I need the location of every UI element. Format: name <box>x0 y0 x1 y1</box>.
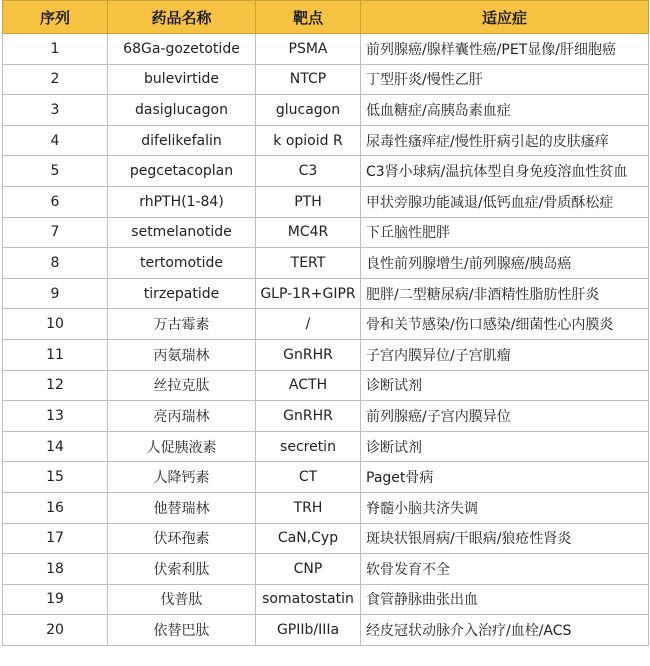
drug-table <box>2 0 649 646</box>
cell-indication: 软骨发育不全 <box>361 554 649 585</box>
cell-serial: 20 <box>3 615 108 646</box>
cell-drug-name: dasiglucagon <box>108 95 256 126</box>
cell-drug-name: bulevirtide <box>108 64 256 95</box>
table-row <box>3 584 649 615</box>
cell-serial: 17 <box>3 523 108 554</box>
cell-target: secretin <box>256 431 361 462</box>
cell-target: CT <box>256 462 361 493</box>
cell-drug-name: tertomotide <box>108 248 256 279</box>
cell-drug-name: 亮丙瑞林 <box>108 401 256 432</box>
cell-drug-name: 依替巴肽 <box>108 615 256 646</box>
cell-target: GnRHR <box>256 339 361 370</box>
table-row <box>3 248 649 279</box>
table-row <box>3 401 649 432</box>
cell-indication: 子宫内膜异位/子宫肌瘤 <box>361 339 649 370</box>
cell-indication: 肥胖/二型糖尿病/非酒精性脂肪性肝炎 <box>361 278 649 309</box>
cell-serial: 10 <box>3 309 108 340</box>
cell-serial: 15 <box>3 462 108 493</box>
cell-target: GLP-1R+GIPR <box>256 278 361 309</box>
cell-drug-name: 68Ga-gozetotide <box>108 34 256 65</box>
cell-indication: C3肾小球病/温抗体型自身免疫溶血性贫血 <box>361 156 649 187</box>
table-header <box>3 1 649 34</box>
cell-serial: 19 <box>3 584 108 615</box>
cell-drug-name: pegcetacoplan <box>108 156 256 187</box>
cell-drug-name: 他替瑞林 <box>108 492 256 523</box>
cell-drug-name: 万古霉素 <box>108 309 256 340</box>
cell-indication: 诊断试剂 <box>361 370 649 401</box>
cell-target: MC4R <box>256 217 361 248</box>
table-row <box>3 186 649 217</box>
cell-drug-name: 人促胰液素 <box>108 431 256 462</box>
cell-serial: 3 <box>3 95 108 126</box>
cell-target: TERT <box>256 248 361 279</box>
header-indication: 适应症 <box>361 1 649 34</box>
cell-target: NTCP <box>256 64 361 95</box>
cell-indication: 骨和关节感染/伤口感染/细菌性心内膜炎 <box>361 309 649 340</box>
table-row <box>3 615 649 646</box>
header-serial: 序列 <box>3 1 108 34</box>
table-row <box>3 370 649 401</box>
header-target: 靶点 <box>256 1 361 34</box>
cell-target: GPIIb/IIIa <box>256 615 361 646</box>
cell-indication: 斑块状银屑病/干眼病/狼疮性肾炎 <box>361 523 649 554</box>
cell-serial: 16 <box>3 492 108 523</box>
cell-target: TRH <box>256 492 361 523</box>
cell-serial: 4 <box>3 125 108 156</box>
table-row <box>3 339 649 370</box>
cell-indication: 良性前列腺增生/前列腺癌/胰岛癌 <box>361 248 649 279</box>
table-row <box>3 554 649 585</box>
table-row <box>3 156 649 187</box>
cell-target: glucagon <box>256 95 361 126</box>
cell-indication: 脊髓小脑共济失调 <box>361 492 649 523</box>
cell-indication: 甲状旁腺功能减退/低钙血症/骨质酥松症 <box>361 186 649 217</box>
cell-serial: 2 <box>3 64 108 95</box>
table-row <box>3 431 649 462</box>
table-row <box>3 64 649 95</box>
cell-serial: 1 <box>3 34 108 65</box>
cell-drug-name: setmelanotide <box>108 217 256 248</box>
cell-drug-name: 人降钙素 <box>108 462 256 493</box>
cell-target: ACTH <box>256 370 361 401</box>
cell-indication: 下丘脑性肥胖 <box>361 217 649 248</box>
cell-target: CNP <box>256 554 361 585</box>
cell-serial: 8 <box>3 248 108 279</box>
cell-target: PSMA <box>256 34 361 65</box>
table-row <box>3 309 649 340</box>
table-row <box>3 492 649 523</box>
cell-drug-name: tirzepatide <box>108 278 256 309</box>
cell-indication: Paget骨病 <box>361 462 649 493</box>
table-row <box>3 34 649 65</box>
cell-serial: 18 <box>3 554 108 585</box>
cell-indication: 尿毒性瘙痒症/慢性肝病引起的皮肤瘙痒 <box>361 125 649 156</box>
cell-drug-name: 丝拉克肽 <box>108 370 256 401</box>
cell-drug-name: difelikefalin <box>108 125 256 156</box>
table-row <box>3 125 649 156</box>
table-row <box>3 462 649 493</box>
cell-serial: 6 <box>3 186 108 217</box>
cell-indication: 诊断试剂 <box>361 431 649 462</box>
cell-serial: 11 <box>3 339 108 370</box>
cell-target: GnRHR <box>256 401 361 432</box>
header-row <box>3 1 649 34</box>
cell-indication: 低血糖症/高胰岛素血症 <box>361 95 649 126</box>
cell-target: PTH <box>256 186 361 217</box>
cell-target: k opioid R <box>256 125 361 156</box>
table-body <box>3 34 649 646</box>
cell-drug-name: 伏索利肽 <box>108 554 256 585</box>
cell-indication: 丁型肝炎/慢性乙肝 <box>361 64 649 95</box>
cell-indication: 前列腺癌/子宫内膜异位 <box>361 401 649 432</box>
cell-serial: 14 <box>3 431 108 462</box>
cell-indication: 前列腺癌/腺样囊性癌/PET显像/肝细胞癌 <box>361 34 649 65</box>
header-drug-name: 药品名称 <box>108 1 256 34</box>
table-row <box>3 217 649 248</box>
cell-serial: 9 <box>3 278 108 309</box>
cell-drug-name: 伐普肽 <box>108 584 256 615</box>
cell-indication: 经皮冠状动脉介入治疗/血栓/ACS <box>361 615 649 646</box>
cell-serial: 13 <box>3 401 108 432</box>
cell-indication: 食管静脉曲张出血 <box>361 584 649 615</box>
cell-drug-name: rhPTH(1-84) <box>108 186 256 217</box>
table-row <box>3 95 649 126</box>
cell-target: / <box>256 309 361 340</box>
table-row <box>3 278 649 309</box>
cell-serial: 5 <box>3 156 108 187</box>
cell-serial: 12 <box>3 370 108 401</box>
cell-serial: 7 <box>3 217 108 248</box>
cell-target: somatostatin <box>256 584 361 615</box>
cell-target: C3 <box>256 156 361 187</box>
cell-drug-name: 伏环孢素 <box>108 523 256 554</box>
cell-drug-name: 丙氨瑞林 <box>108 339 256 370</box>
table-row <box>3 523 649 554</box>
cell-target: CaN,Cyp <box>256 523 361 554</box>
